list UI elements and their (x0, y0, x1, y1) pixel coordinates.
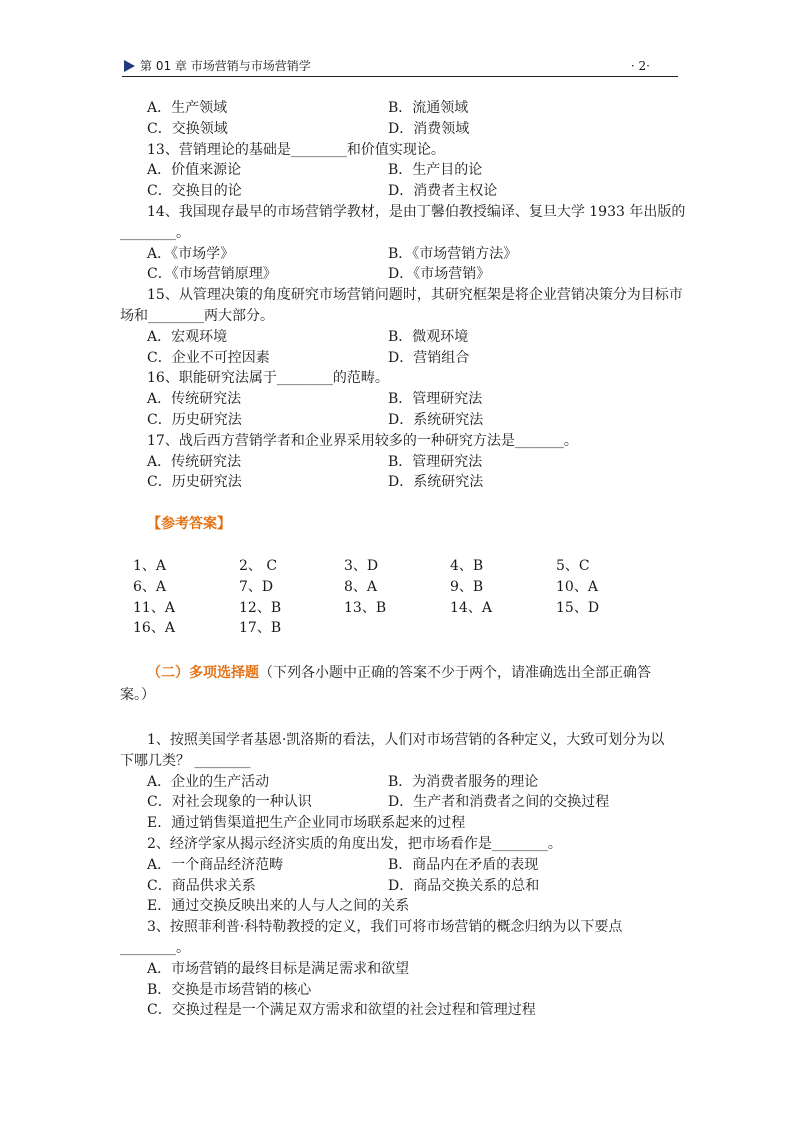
option-row (147, 160, 687, 181)
option-right: B．《市场营销方法》 (388, 245, 518, 262)
option-left: C．交换目的论 (147, 183, 242, 200)
option-row (147, 792, 687, 813)
page-header (122, 58, 678, 77)
triangle-bullet-icon (124, 60, 135, 72)
option-right: B．商品内在矛盾的表现 (388, 856, 539, 873)
answer-grid (133, 556, 613, 639)
option-right: D．商品交换关系的总和 (388, 877, 540, 894)
option-right: D．消费领域 (388, 120, 470, 137)
option-left: C．历史研究法 (147, 474, 242, 491)
answer-row (133, 577, 613, 598)
option-row (147, 119, 687, 140)
question-text: 15、从管理决策的角度研究市场营销问题时，其研究框架是将企业营销决策分为目标市 (147, 287, 683, 304)
option-row (147, 181, 687, 202)
option-left: A．《市场学》 (147, 245, 235, 262)
answer-cell: 12、B (239, 599, 282, 616)
option-row (147, 98, 687, 119)
option-right: B．生产目的论 (388, 162, 483, 179)
option-row (147, 410, 687, 431)
answer-cell: 15、D (556, 599, 600, 616)
answer-cell: 14、A (450, 599, 492, 616)
question-text: 2、经济学家从揭示经济实质的角度出发，把市场看作是________。 (147, 835, 562, 852)
multi-choice-heading (120, 662, 680, 706)
question-continuation: ________。 (120, 939, 190, 956)
multi-choice-desc-1: （下列各小题中正确的答案不少于两个，请准确选出全部正确答 (259, 665, 651, 681)
option-left: A．一个商品经济范畴 (147, 856, 284, 873)
answer-row (133, 598, 613, 619)
answer-cell: 4、B (450, 558, 484, 574)
option-left: C．交换领域 (147, 120, 228, 137)
answer-cell: 10、A (556, 578, 598, 595)
option-left: A．宏观环境 (147, 328, 228, 345)
option-row: C．交换过程是一个满足双方需求和欲望的社会过程和管理过程 (147, 1002, 536, 1019)
answer-row (133, 556, 613, 577)
option-right: B．为消费者服务的理论 (388, 773, 539, 790)
option-row (147, 264, 687, 285)
question-continuation: 场和________两大部分。 (120, 307, 274, 324)
multi-choice-title: （二）多项选择题 (147, 665, 259, 681)
option-row: E．通过交换反映出来的人与人之间的关系 (147, 898, 410, 915)
answer-cell: 3、D (344, 558, 379, 574)
answer-cell: 7、D (239, 578, 274, 595)
option-left: C．历史研究法 (147, 411, 242, 428)
option-row (147, 472, 687, 493)
answer-cell: 13、B (344, 599, 387, 616)
option-right: D．消费者主权论 (388, 183, 498, 200)
option-right: D．系统研究法 (388, 474, 484, 491)
question-text: 14、我国现存最早的市场营销学教材，是由丁馨伯教授编译、复旦大学 1933 年出版的 (147, 203, 686, 220)
question-text: 13、营销理论的基础是________和价值实现论。 (147, 141, 445, 158)
question-text: 16、职能研究法属于________的范畴。 (147, 370, 389, 387)
option-right: B．管理研究法 (388, 453, 483, 470)
option-left: A．企业的生产活动 (147, 773, 270, 790)
answer-cell: 9、B (450, 578, 484, 595)
option-right: D．营销组合 (388, 349, 470, 366)
question-continuation: 下哪几类？ ________ (120, 752, 251, 769)
option-row (147, 327, 687, 348)
page-number: · 2· (630, 59, 650, 73)
option-row (147, 855, 687, 876)
option-right: B．管理研究法 (388, 391, 483, 408)
option-left: C．企业不可控因素 (147, 349, 270, 366)
option-row: E．通过销售渠道把生产企业同市场联系起来的过程 (147, 815, 466, 832)
multi-choice-questions (120, 730, 687, 1021)
option-row: A．市场营销的最终目标是满足需求和欲望 (147, 960, 410, 977)
answer-cell: 1、A (133, 558, 167, 574)
answer-cell: 16、A (133, 620, 175, 637)
question-text: 1、按照美国学者基恩·凯洛斯的看法，人们对市场营销的各种定义，大致可划分为以 (147, 732, 665, 748)
chapter-title: 第 01 章 市场营销与市场营销学 (140, 59, 311, 73)
answer-cell: 17、B (239, 620, 282, 637)
option-row (147, 772, 687, 793)
option-left: C．对社会现象的一种认识 (147, 794, 312, 811)
answer-cell: 11、A (133, 599, 175, 616)
answer-cell: 8、A (344, 578, 378, 595)
question-text: 3、按照菲利普·科特勒教授的定义，我们可将市场营销的概念归纳为以下要点 (147, 919, 623, 936)
option-left: A．传统研究法 (147, 391, 242, 408)
answer-section-title: 【参考答案】 (147, 516, 231, 532)
question-continuation: ________。 (120, 224, 190, 241)
answer-row (133, 618, 613, 639)
option-row: B．交换是市场营销的核心 (147, 981, 312, 998)
single-choice-questions (120, 98, 687, 493)
option-right: D．系统研究法 (388, 411, 484, 428)
option-row (147, 244, 687, 265)
option-right: B．流通领域 (388, 100, 469, 116)
option-left: C．《市场营销原理》 (147, 266, 277, 283)
option-right: D．《市场营销》 (388, 266, 491, 283)
answer-cell: 6、A (133, 578, 167, 595)
option-left: A．生产领域 (147, 100, 228, 116)
option-row (147, 452, 687, 473)
option-left: A．传统研究法 (147, 453, 242, 470)
answer-cell: 5、C (556, 558, 590, 574)
option-row (147, 348, 687, 369)
question-text: 17、战后西方营销学者和企业界采用较多的一种研究方法是_______。 (147, 432, 578, 449)
option-row (147, 876, 687, 897)
multi-choice-desc-2: 案。） (120, 687, 155, 703)
option-left: A．价值来源论 (147, 162, 242, 179)
option-row (147, 389, 687, 410)
option-left: C．商品供求关系 (147, 877, 256, 894)
option-right: D．生产者和消费者之间的交换过程 (388, 794, 610, 811)
option-right: B．微观环境 (388, 328, 469, 345)
answer-cell: 2、 C (239, 558, 278, 574)
